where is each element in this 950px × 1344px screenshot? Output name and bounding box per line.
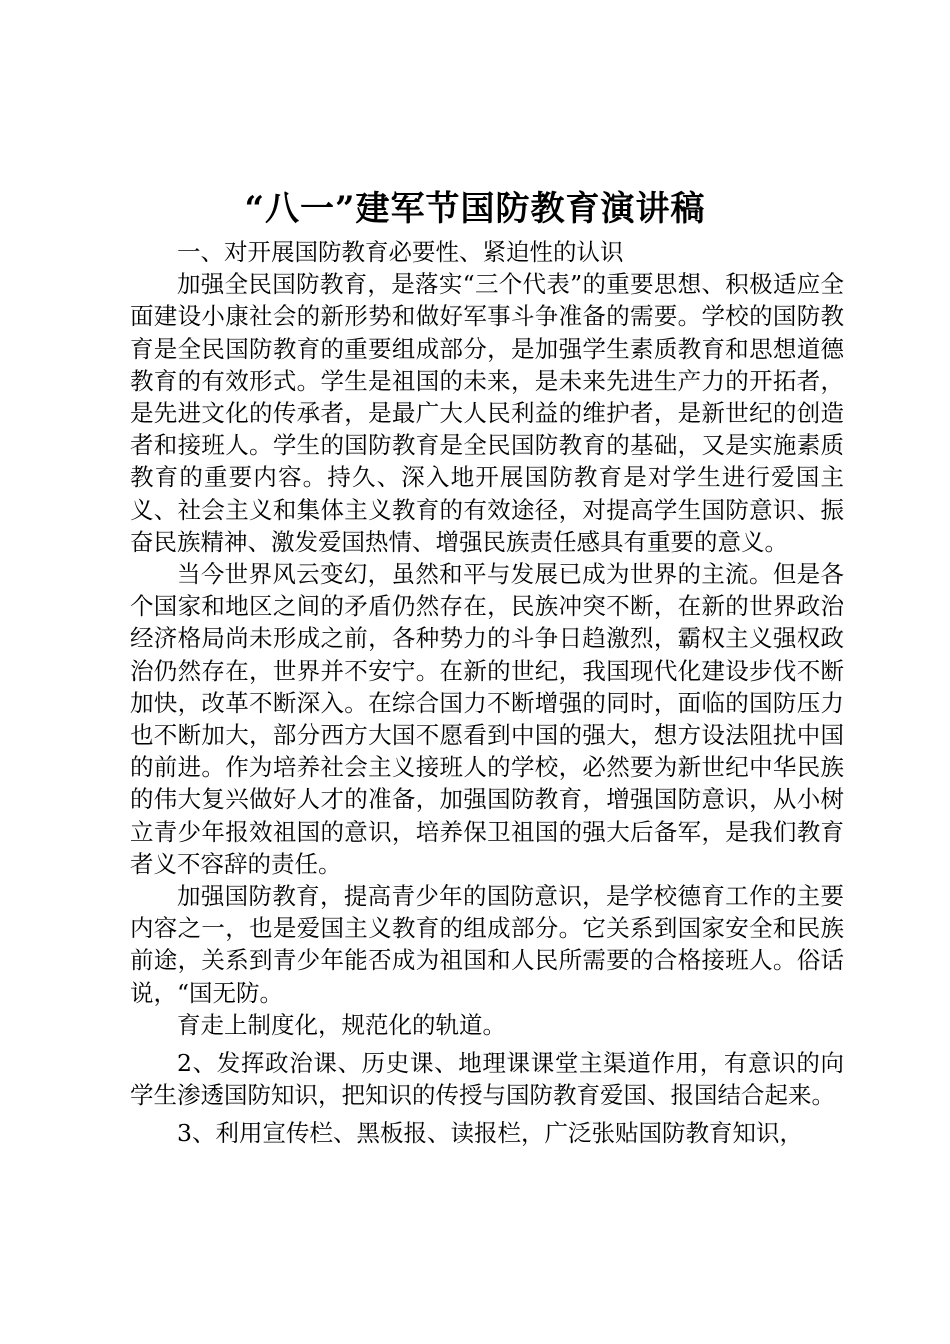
numbered-item-2: 2、发挥政治课、历史课、地理课课堂主渠道作用，有意识的向学生渗透国防知识，把知识的传授与国防教育爱国、报国结合起来。: [130, 1049, 844, 1110]
document-body: [130, 236, 844, 1150]
section-heading: 一、对开展国防教育必要性、紧迫性的认识: [177, 238, 624, 266]
paragraph-2: 当今世界风云变幻，虽然和平与发展已成为世界的主流。但是各个国家和地区之间的矛盾仍然存在，民族冲突不断，在新的世界政治经济格局尚未形成之前，各种势力的斗争日趋激烈，霸权主义强权政治仍然存在，世界并不安宁。在新的世纪，我国现代化建设步伐不断加快，改革不断深入。在综合国力不断增强的同时，面临的国防压力也不断加大，部分西方大国不愿看到中国的强大，想方设法阻扰中国的前进。作为培养社会主义接班人的学校，必然要为新世纪中华民族的伟大复兴做好人才的准备，加强国防教育，增强国防意识，从小树立青少年报效祖国的意识，培养保卫祖国的强大后备军，是我们教育者义不容辞的责任。: [130, 560, 844, 878]
paragraph-3: 加强国防教育，提高青少年的国防意识，是学校德育工作的主要内容之一，也是爱国主义教育的组成部分。它关系到国家安全和民族前途，关系到青少年能否成为祖国和人民所需要的合格接班人。俗话说，“国无防。: [130, 882, 844, 1007]
document-title: “八一”建军节国防教育演讲稿: [244, 189, 706, 229]
paragraph-4: 育走上制度化，规范化的轨道。: [177, 1010, 506, 1039]
paragraph-1: 加强全民国防教育，是落实“三个代表”的重要思想、积极适应全面建设小康社会的新形势和做好军事斗争准备的需要。学校的国防教育是全民国防教育的重要组成部分，是加强学生素质教育和思想道德教育的有效形式。学生是祖国的未来，是未来先进生产力的开拓者，是先进文化的传承者，是最广大人民利益的维护者，是新世纪的创造者和接班人。学生的国防教育是全民国防教育的基础，又是实施素质教育的重要内容。持久、深入地开展国防教育是对学生进行爱国主义、社会主义和集体主义教育的有效途径，对提高学生国防意识、振奋民族精神、激发爱国热情、增强民族责任感具有重要的意义。: [130, 270, 844, 556]
numbered-item-3: 3、利用宣传栏、黑板报、读报栏，广泛张贴国防教育知识，: [177, 1119, 803, 1148]
